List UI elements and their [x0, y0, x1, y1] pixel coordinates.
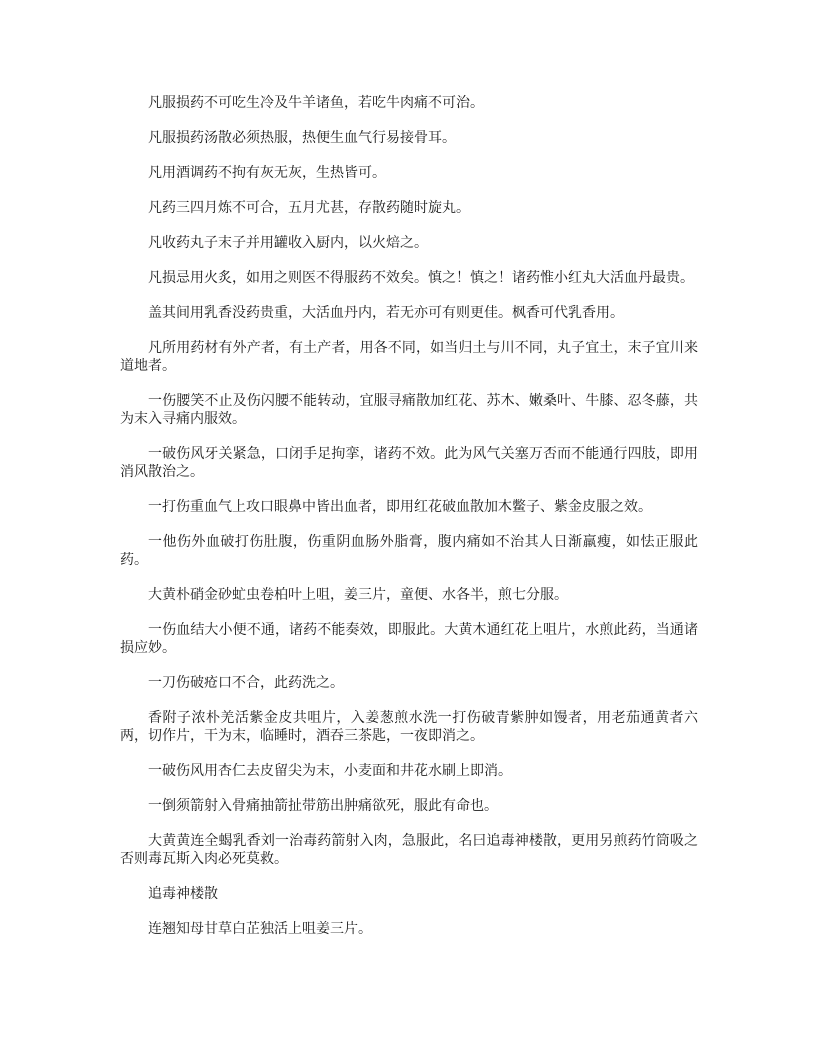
- document-body: [120, 94, 698, 955]
- paragraph: 凡服损药汤散必须热服，热便生血气行易接骨耳。: [148, 130, 456, 146]
- paragraph: 凡收药丸子末子并用罐收入厨内，以火焙之。: [148, 235, 428, 251]
- paragraph: 凡药三四月炼不可合，五月尤甚，存散药随时旋丸。: [148, 200, 470, 216]
- paragraph: 凡用酒调药不拘有灰无灰，生热皆可。: [148, 165, 386, 181]
- paragraph: 一倒须箭射入骨痛抽箭扯带筋出肿痛欲死，服此有命也。: [148, 798, 498, 814]
- paragraph: 一破伤风用杏仁去皮留尖为末，小麦面和井花水刷上即消。: [148, 763, 512, 779]
- paragraph: 连翘知母甘草白芷独活上咀姜三片。: [148, 921, 372, 937]
- paragraph: 大黄朴硝金砂虻虫卷柏叶上咀，姜三片，童便、水各半，煎七分服。: [148, 587, 568, 603]
- paragraph: 香附子浓朴羌活紫金皮共咀片，入姜葱煎水洗一打伤破青紫肿如馒者，用老茄通黄者六两，切作片，干为末，临睡时，酒吞三茶匙，一夜即消之。: [120, 710, 698, 744]
- paragraph: 盖其间用乳香没药贵重，大活血丹内，若无亦可有则更佳。枫香可代乳香用。: [148, 305, 624, 321]
- paragraph: 一伤血结大小便不通，诸药不能奏效，即服此。大黄木通红花上咀片，水煎此药，当通诸损应妙。: [120, 622, 698, 656]
- paragraph: 凡所用药材有外产者，有土产者，用各不同，如当归土与川不同，丸子宜土，末子宜川来道地者。: [120, 340, 698, 374]
- paragraph: 一刀伤破疮口不合，此药洗之。: [148, 675, 344, 691]
- paragraph: 一破伤风牙关紧急，口闭手足拘挛，诸药不效。此为风气关塞万否而不能通行四肢，即用消风散治之。: [120, 446, 698, 480]
- paragraph: 凡损忌用火炙，如用之则医不得服药不效矣。慎之！慎之！诸药惟小红丸大活血丹最贵。: [148, 270, 694, 286]
- section-heading: 追毒神楼散: [148, 886, 218, 902]
- paragraph: 大黄黄连全蝎乳香刘一治毒药箭射入肉，急服此，名曰追毒神楼散，更用另煎药竹筒吸之否则毒瓦斯入肉必死莫救。: [120, 833, 698, 867]
- paragraph: 凡服损药不可吃生冷及牛羊诸鱼，若吃牛肉痛不可治。: [148, 95, 484, 111]
- paragraph: 一伤腰笑不止及伤闪腰不能转动，宜服寻痛散加红花、苏木、嫩桑叶、牛膝、忍冬藤，共为末入寻痛内服效。: [120, 393, 698, 427]
- paragraph: 一他伤外血破打伤肚腹，伤重阴血肠外脂膏，腹内痛如不治其人日渐羸瘦，如怯正服此药。: [120, 534, 698, 568]
- paragraph: 一打伤重血气上攻口眼鼻中皆出血者，即用红花破血散加木鳖子、紫金皮服之效。: [148, 499, 652, 515]
